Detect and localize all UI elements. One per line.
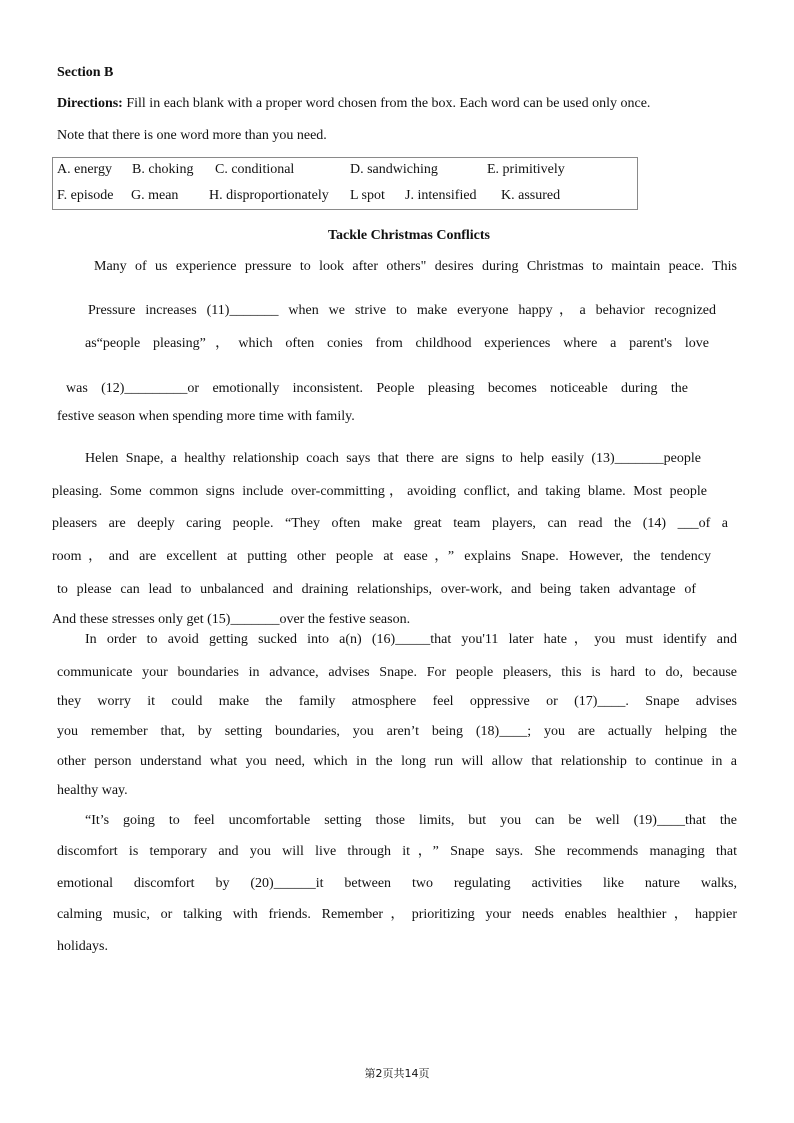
word-box xyxy=(52,157,638,210)
article-line: pleasers are deeply caring people. “They often make great team players, can read the (14) ___of a xyxy=(52,516,728,531)
word-option: H. disproportionately xyxy=(209,188,329,203)
article-line: In order to avoid getting sucked into a(n) (16)_____that you'11 later hate，you must identify and xyxy=(85,632,737,647)
article-line: Helen Snape, a healthy relationship coach says that there are signs to help easily (13)_______people xyxy=(85,451,701,466)
section-heading: Section B xyxy=(57,65,114,80)
word-option: D. sandwiching xyxy=(350,162,438,177)
article-line: And these stresses only get (15)_______over the festive season. xyxy=(52,612,411,627)
article-line: Pressure increases (11)_______ when we strive to make everyone happy，a behavior recognized xyxy=(88,303,716,318)
directions-text: Fill in each blank with a proper word chosen from the box. Each word can be used only once. xyxy=(122,96,651,111)
directions-label: Directions: xyxy=(57,96,123,111)
page-footer: 第2页共14页 xyxy=(364,1067,430,1080)
article-line: holidays. xyxy=(57,939,108,954)
article-line: calming music, or talking with friends. Remember，prioritizing your needs enables healthier，happier xyxy=(57,907,737,922)
word-option: B. choking xyxy=(132,162,194,177)
article-line: as“people pleasing”，which often conies from childhood experiences where a parent's love xyxy=(85,336,709,351)
article-line: was (12)_________or emotionally inconsistent. People pleasing becomes noticeable during the xyxy=(66,381,688,396)
article-line: Many of us experience pressure to look after others" desires during Christmas to maintain peace. This xyxy=(94,259,737,274)
word-option: A. energy xyxy=(57,162,112,177)
directions-line-2: Note that there is one word more than you need. xyxy=(57,128,327,143)
article-line: to please can lead to unbalanced and draining relationships, over-work, and being taken advantage of xyxy=(57,582,696,597)
word-option: G. mean xyxy=(131,188,179,203)
article-line: communicate your boundaries in advance, advises Snape. For people pleasers, this is hard to do, because xyxy=(57,665,737,680)
article-line: healthy way. xyxy=(57,783,128,798)
article-line: pleasing. Some common signs include over-committing，avoiding conflict, and taking blame. Most people xyxy=(52,484,707,499)
article-line: other person understand what you need, which in the long run will allow that relationship to continue in a xyxy=(57,754,737,769)
article-title: Tackle Christmas Conflicts xyxy=(327,228,491,243)
word-option: F. episode xyxy=(57,188,114,203)
word-option: K. assured xyxy=(501,188,561,203)
article-line: room，and are excellent at putting other people at ease，” explains Snape. However, the tendency xyxy=(52,549,711,564)
word-option: E. primitively xyxy=(487,162,565,177)
article-line: “It’s going to feel uncomfortable setting those limits, but you can be well (19)____that the xyxy=(85,813,737,828)
article-line: they worry it could make the family atmosphere feel oppressive or (17)____. Snape advises xyxy=(57,694,737,709)
article-line: festive season when spending more time with family. xyxy=(57,409,355,424)
word-option: L spot xyxy=(350,188,385,203)
article-line: discomfort is temporary and you will live through it，” Snape says. She recommends managing that xyxy=(57,844,737,859)
word-option: J. intensified xyxy=(405,188,477,203)
article-line: emotional discomfort by (20)______it between two regulating activities like nature walks, xyxy=(57,876,737,891)
article-line: you remember that, by setting boundaries, you aren’t being (18)____; you are actually helping the xyxy=(57,724,737,739)
directions-line-1 xyxy=(57,95,729,113)
word-option: C. conditional xyxy=(215,162,295,177)
